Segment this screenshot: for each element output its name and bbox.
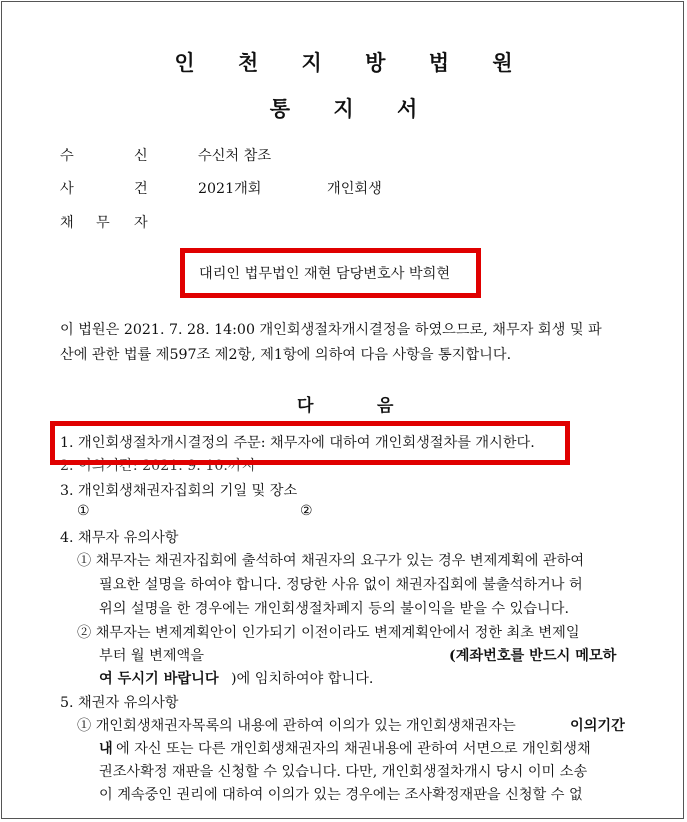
item-4: 4. 채무자 유의사항	[60, 530, 179, 546]
recipient-label-b: 신	[134, 148, 148, 164]
item-5-1-line-1-bold: 이의기간	[570, 718, 625, 734]
court-name: 인 천 지 방 법 원	[174, 51, 531, 75]
item-3: 3. 개인회생채권자집회의 기일 및 장소	[60, 483, 298, 499]
item-4-2-line-3-bold: 여 두시기 바랍니다	[99, 671, 219, 687]
debtor-label-c: 자	[134, 215, 148, 231]
item-5-1-line-4: 이 계속중인 권리에 대하여 이의가 있는 경우에는 조사확정재판을 신청할 수 없	[99, 787, 583, 803]
item-5-1-line-2: 에 자신 또는 다른 개인회생채권자의 채권내용에 관하여 서면으로 개인회생채	[116, 741, 591, 757]
item-2: 2. 이의기간: 2021. 9. 10.까지	[60, 458, 256, 474]
case-label-b: 건	[134, 181, 148, 197]
item-3-sub-b: ②	[300, 503, 313, 519]
item-5-1-line-2-bold: 내	[99, 741, 113, 757]
recipient-value: 수신처 참조	[198, 148, 272, 164]
case-label-a: 사	[60, 181, 74, 197]
item-4-1-line-2: 필요한 설명을 하여야 합니다. 정당한 사유 없이 채권자집회에 불출석하거나 허	[99, 577, 583, 593]
case-type: 개인회생	[327, 181, 382, 197]
item-5: 5. 채권자 유의사항	[60, 695, 179, 711]
item-5-1-line-1: ① 개인회생채권자목록의 내용에 관하여 이의가 있는 개인회생채권자는	[77, 718, 516, 734]
recipient-label-a: 수	[60, 148, 74, 164]
section-heading-a: 다	[297, 396, 314, 416]
case-number: 2021개회	[198, 181, 262, 197]
item-4-2-line-1: ② 채무자는 변제계획안이 인가되기 이전이라도 변제계획안에서 정한 최초 변제일	[77, 625, 580, 641]
section-heading-b: 음	[377, 396, 394, 416]
debtor-label-b: 무	[96, 215, 110, 231]
item-4-2-line-2: 부터 월 변제액을	[99, 648, 204, 664]
item-1: 1. 개인회생절차개시결정의 주문: 채무자에 대하여 개인회생절차를 개시한다.	[60, 435, 535, 451]
intro-line-2: 산에 관한 법률 제597조 제2항, 제1항에 의하여 다음 사항을 통지합니다.	[60, 347, 512, 363]
item-3-sub-a: ①	[77, 503, 90, 519]
item-4-1-line-3: 위의 설명을 한 경우에는 개인회생절차폐지 등의 불이익을 받을 수 있습니다.	[99, 601, 569, 617]
item-1-highlight-box	[50, 421, 570, 465]
intro-line-1: 이 법원은 2021. 7. 28. 14:00 개인회생절차개시결정을 하였으므로, 채무자 회생 및 파	[60, 322, 602, 338]
item-5-1-line-3: 권조사확정 재판을 신청할 수 있습니다. 다만, 개인회생절차개시 당시 이미 소송	[99, 764, 588, 780]
item-4-2-line-3: )에 임치하여야 합니다.	[231, 671, 374, 687]
item-4-2-line-2-bold: (계좌번호를 반드시 메모하	[449, 648, 617, 664]
agent-text: 대리인 법무법인 재현 담당변호사 박희현	[199, 266, 451, 282]
item-4-1-line-1: ① 채무자는 채권자집회에 출석하여 채권자의 요구가 있는 경우 변제계획에 관하여	[77, 553, 585, 569]
document-title: 통 지 서	[269, 97, 436, 121]
debtor-label-a: 채	[60, 215, 74, 231]
